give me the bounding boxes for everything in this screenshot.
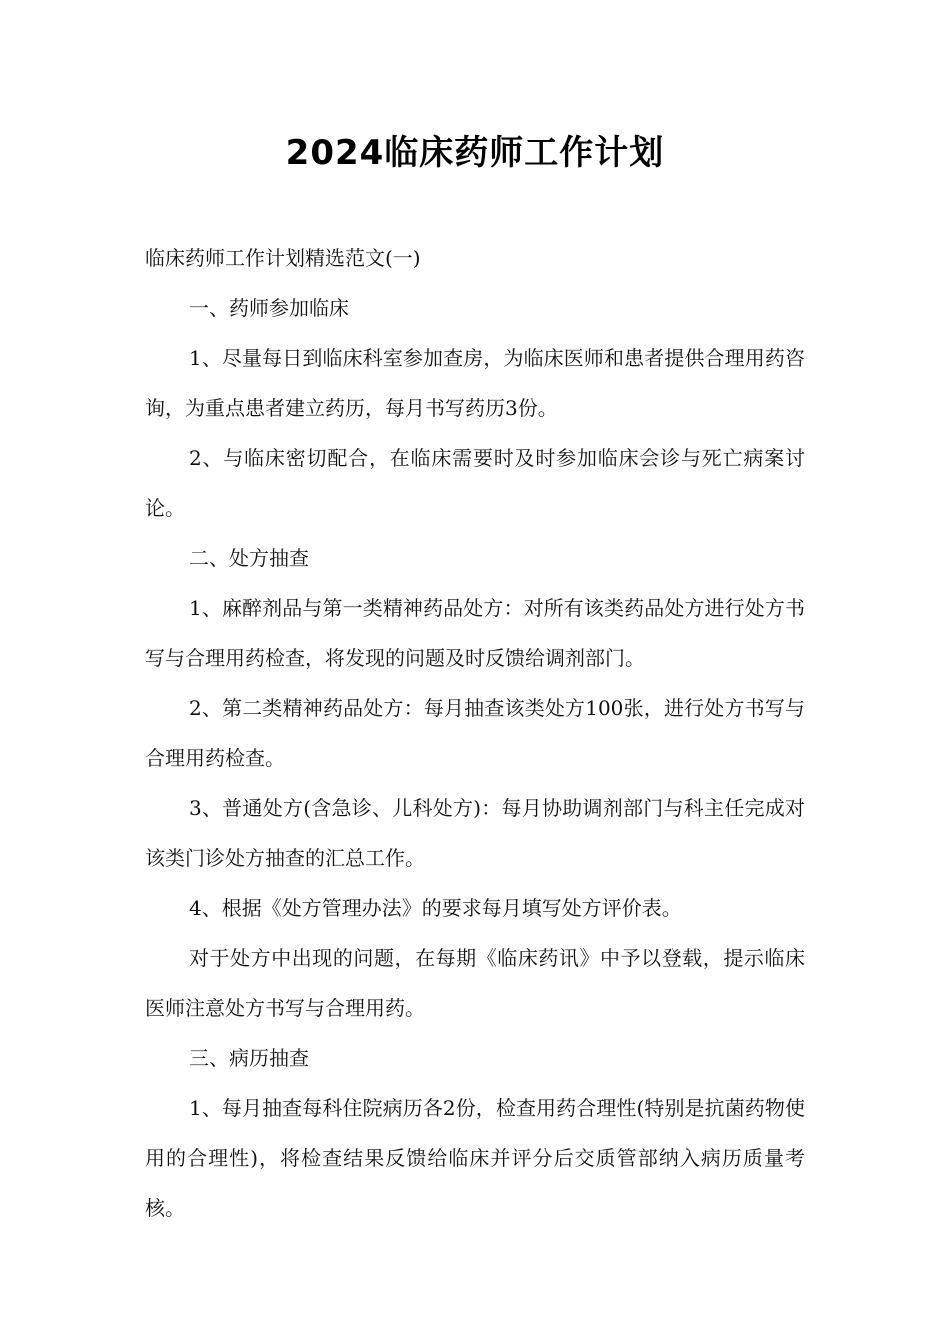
paragraph: 1、每月抽查每科住院病历各2份，检查用药合理性(特别是抗菌药物使用的合理性)，将检查结果反馈给临床并评分后交质管部纳入病历质量考核。 xyxy=(145,1096,805,1220)
paragraph: 2、与临床密切配合，在临床需要时及时参加临床会诊与死亡病案讨论。 xyxy=(145,446,805,520)
section-heading-2: 二、处方抽查 xyxy=(189,546,309,570)
paragraph: 3、普通处方(含急诊、儿科处方)：每月协助调剂部门与科主任完成对该类门诊处方抽查的汇总工作。 xyxy=(145,796,805,870)
paragraph: 1、麻醉剂品与第一类精神药品处方：对所有该类药品处方进行处方书写与合理用药检查，将发现的问题及时反馈给调剂部门。 xyxy=(145,596,805,670)
paragraph: 对于处方中出现的问题，在每期《临床药讯》中予以登载，提示临床医师注意处方书写与合理用药。 xyxy=(145,946,805,1020)
section-heading-3: 三、病历抽查 xyxy=(189,1046,309,1070)
paragraph-subtitle: 临床药师工作计划精选范文(一) xyxy=(145,246,421,270)
section-heading-1: 一、药师参加临床 xyxy=(189,296,349,320)
document-title: 2024临床药师工作计划 xyxy=(285,133,665,173)
paragraph: 2、第二类精神药品处方：每月抽查该类处方100张，进行处方书写与合理用药检查。 xyxy=(145,696,805,770)
document-body xyxy=(145,233,805,1233)
paragraph: 1、尽量每日到临床科室参加查房，为临床医师和患者提供合理用药咨询，为重点患者建立药历，每月书写药历3份。 xyxy=(145,346,805,420)
paragraph: 4、根据《处方管理办法》的要求每月填写处方评价表。 xyxy=(189,896,682,920)
